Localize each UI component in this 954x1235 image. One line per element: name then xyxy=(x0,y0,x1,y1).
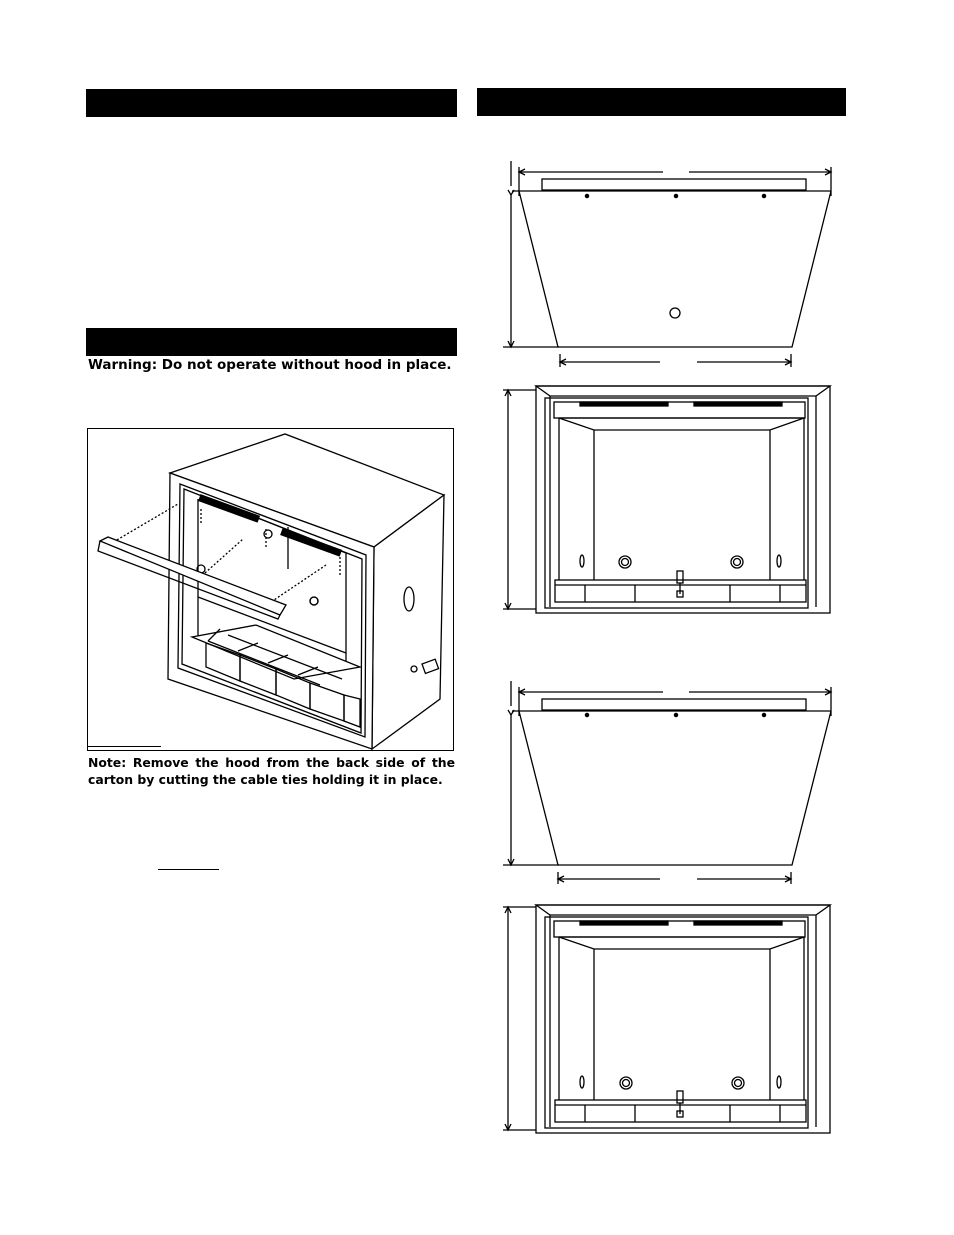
hood-dimension-drawing-2 xyxy=(495,678,840,888)
fireplace-front-drawing-1 xyxy=(500,384,835,616)
warning-text: Warning: Do not operate without hood in place. xyxy=(88,357,452,373)
fireplace-hood-illustration xyxy=(88,429,455,752)
note-text: Note: Remove the hood from the back side of the carton by cutting the cable ties holding it in place. xyxy=(88,755,455,787)
section-header-bar-left-top xyxy=(86,89,457,117)
hood-dimension-drawing-1 xyxy=(495,158,840,368)
underline-mark xyxy=(158,869,219,870)
hood-install-figure xyxy=(87,428,454,751)
section-header-bar-right-top xyxy=(477,88,846,116)
figure-caption-rule xyxy=(88,746,161,747)
section-header-bar-left-mid xyxy=(86,328,457,356)
fireplace-front-drawing-2 xyxy=(500,903,835,1135)
